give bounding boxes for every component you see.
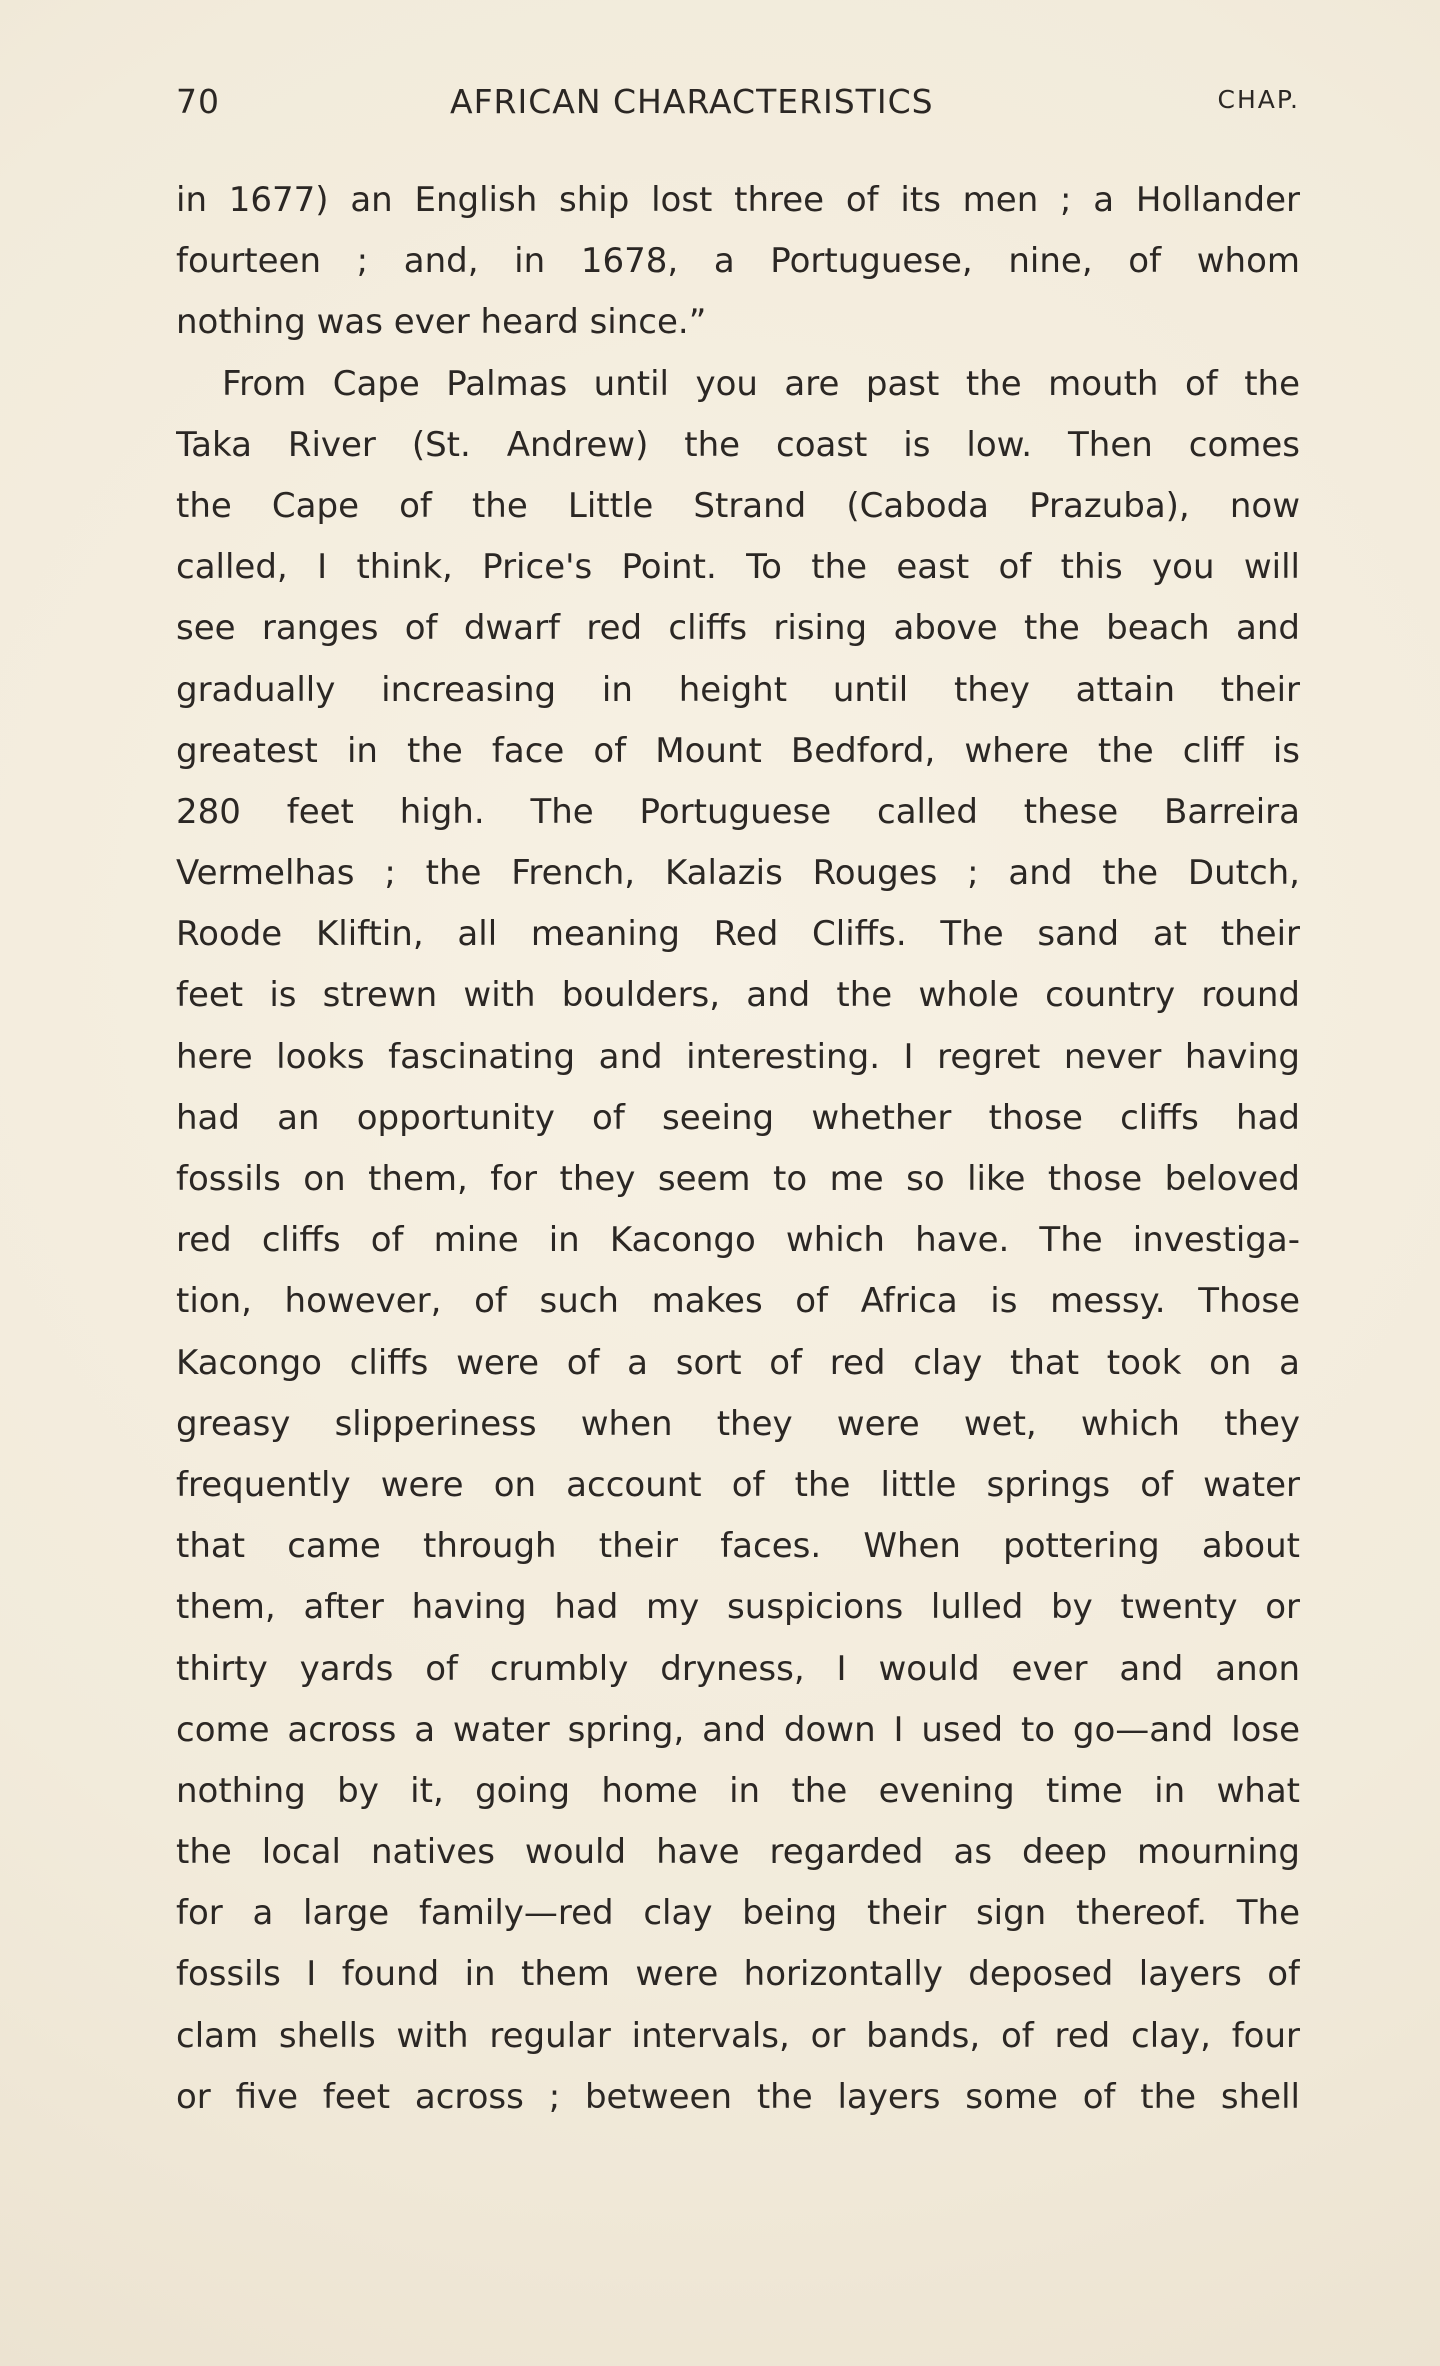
text-line: Kacongo cliffs were of a sort of red clay that took on a xyxy=(176,1342,1300,1383)
text-line: fourteen ; and, in 1678, a Portuguese, nine, of whom xyxy=(176,241,1300,282)
text-line: Vermelhas ; the French, Kalazis Rouges ; and the Dutch, xyxy=(176,853,1300,894)
text-line: clam shells with regular intervals, or bands, of red clay, four xyxy=(176,2015,1300,2056)
text-line: called, I think, Price's Point. To the east of this you will xyxy=(176,547,1300,588)
text-line: that came through their faces. When pottering about xyxy=(176,1526,1300,1567)
page-number: 70 xyxy=(176,82,220,121)
text-line: nothing was ever heard since.” xyxy=(176,302,707,343)
text-line: greatest in the face of Mount Bedford, where the cliff is xyxy=(176,730,1300,771)
text-line: tion, however, of such makes of Africa is messy. Those xyxy=(176,1281,1300,1322)
text-line: or five feet across ; between the layers some of the shell xyxy=(176,2076,1300,2117)
text-line: the Cape of the Little Strand (Caboda Prazuba), now xyxy=(176,485,1300,526)
text-line: fossils I found in them were horizontally deposed layers of xyxy=(176,1954,1300,1995)
text-line: red cliffs of mine in Kacongo which have. The investiga- xyxy=(176,1220,1300,1261)
text-line: From Cape Palmas until you are past the mouth of the xyxy=(222,363,1300,404)
text-line: Taka River (St. Andrew) the coast is low. Then comes xyxy=(176,424,1300,465)
text-line: come across a water spring, and down I used to go—and lose xyxy=(176,1709,1300,1750)
text-line: had an opportunity of seeing whether those cliffs had xyxy=(176,1097,1300,1138)
text-line: feet is strewn with boulders, and the whole country round xyxy=(176,975,1300,1016)
text-line: see ranges of dwarf red cliffs rising above the beach and xyxy=(176,608,1300,649)
page-header xyxy=(176,82,1300,132)
text-line: for a large family—red clay being their sign thereof. The xyxy=(176,1893,1300,1934)
text-line: nothing by it, going home in the evening time in what xyxy=(176,1770,1300,1811)
text-line: greasy slipperiness when they were wet, which they xyxy=(176,1403,1300,1444)
text-line: gradually increasing in height until they attain their xyxy=(176,669,1300,710)
text-line: in 1677) an English ship lost three of its men ; a Hollander xyxy=(176,180,1300,220)
text-line: 280 feet high. The Portuguese called these Barreira xyxy=(176,791,1300,832)
text-line: the local natives would have regarded as deep mourning xyxy=(176,1832,1300,1873)
text-line: thirty yards of crumbly dryness, I would ever and anon xyxy=(176,1648,1300,1689)
text-line: fossils on them, for they seem to me so like those beloved xyxy=(176,1159,1300,1199)
chapter-label: CHAP. xyxy=(1217,85,1300,114)
text-line: here looks fascinating and interesting. I regret never having xyxy=(176,1036,1300,1077)
text-line: frequently were on account of the little springs of water xyxy=(176,1464,1300,1505)
body-text xyxy=(176,170,1300,2128)
text-line: them, after having had my suspicions lulled by twenty or xyxy=(176,1587,1300,1628)
text-line: Roode Kliftin, all meaning Red Cliffs. The sand at their xyxy=(176,914,1300,955)
running-title: AFRICAN CHARACTERISTICS xyxy=(450,82,934,121)
